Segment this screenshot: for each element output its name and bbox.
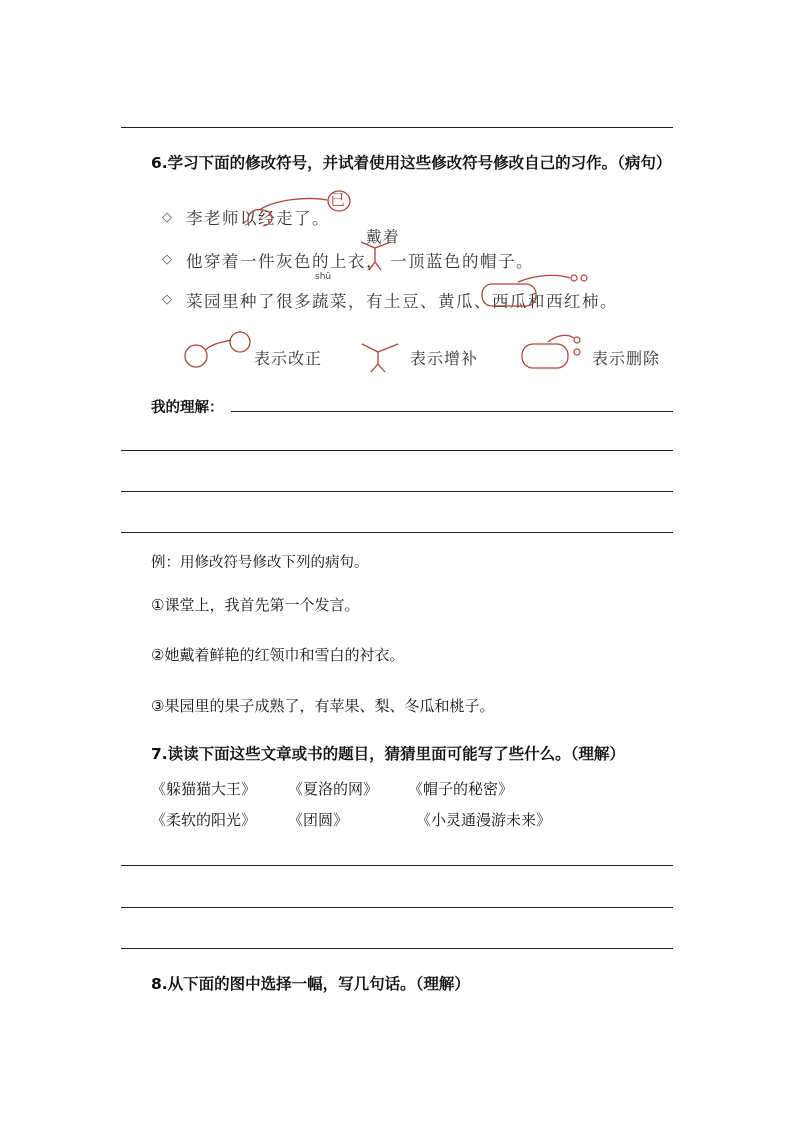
answer-line-5[interactable] — [121, 907, 673, 908]
delete-mark-icon — [478, 270, 598, 300]
sentence-3: ③果园里的果子成熟了，有苹果、梨、冬瓜和桃子。 — [151, 697, 495, 715]
example-2-text-before: 他穿着一件灰色的上衣， — [186, 252, 384, 271]
book-title: 《小灵通漫游未来》 — [416, 811, 552, 829]
bullet-diamond-icon: ◇ — [162, 292, 172, 307]
bullet-diamond-icon: ◇ — [162, 210, 172, 225]
legend-insert-label: 表示增补 — [410, 349, 479, 368]
book-title: 《柔软的阳光》 — [151, 811, 257, 829]
sentence-1: ①课堂上，我首先第一个发言。 — [151, 596, 360, 614]
bullet-diamond-icon: ◇ — [162, 252, 172, 267]
book-title: 《夏洛的网》 — [288, 780, 379, 798]
answer-line-3[interactable] — [121, 532, 673, 533]
sentence-2: ②她戴着鲜艳的红领巾和雪白的衬衣。 — [151, 646, 405, 664]
answer-line-2[interactable] — [121, 491, 673, 492]
book-title: 《帽子的秘密》 — [408, 780, 514, 798]
legend-delete-icon — [518, 330, 588, 370]
legend-correct-icon — [183, 332, 253, 372]
my-understanding-label: 我的理解： — [151, 400, 224, 416]
answer-line-1[interactable] — [121, 450, 673, 451]
example-3-pinyin: shū — [315, 272, 332, 282]
answer-line-6[interactable] — [121, 948, 673, 949]
example-1-correction: 已 — [330, 191, 347, 209]
question-8-title: 8.从下面的图中选择一幅，写几句话。（理解） — [151, 975, 470, 993]
book-title: 《躲猫猫大王》 — [151, 780, 257, 798]
legend-correct-label: 表示改正 — [254, 349, 323, 368]
example-3-text: 菜园里种了很多蔬菜，有土豆、黄瓜、西瓜和西红柿。 — [186, 292, 618, 311]
top-divider — [121, 127, 673, 128]
answer-line-4[interactable] — [121, 865, 673, 866]
legend-insert-icon — [358, 338, 408, 378]
legend-delete-label: 表示删除 — [592, 349, 661, 368]
example-2-insert-text: 戴着 — [366, 228, 401, 246]
insert-mark-icon — [357, 236, 407, 276]
book-title: 《团圆》 — [288, 811, 349, 829]
example-2-text-after: 一顶蓝色的帽子。 — [390, 252, 534, 271]
question-7-title: 7.读读下面这些文章或书的题目，猜猜里面可能写了些什么。（理解） — [151, 745, 625, 763]
question-6-title: 6.学习下面的修改符号，并试着使用这些修改符号修改自己的习作。（病句） — [151, 154, 672, 172]
correction-mark-icon — [235, 186, 355, 226]
example-section-title: 例：用修改符号修改下列的病句。 — [151, 555, 369, 571]
example-1-text: 李老师以经走了。 — [186, 209, 330, 228]
my-understanding-line[interactable] — [231, 411, 673, 412]
